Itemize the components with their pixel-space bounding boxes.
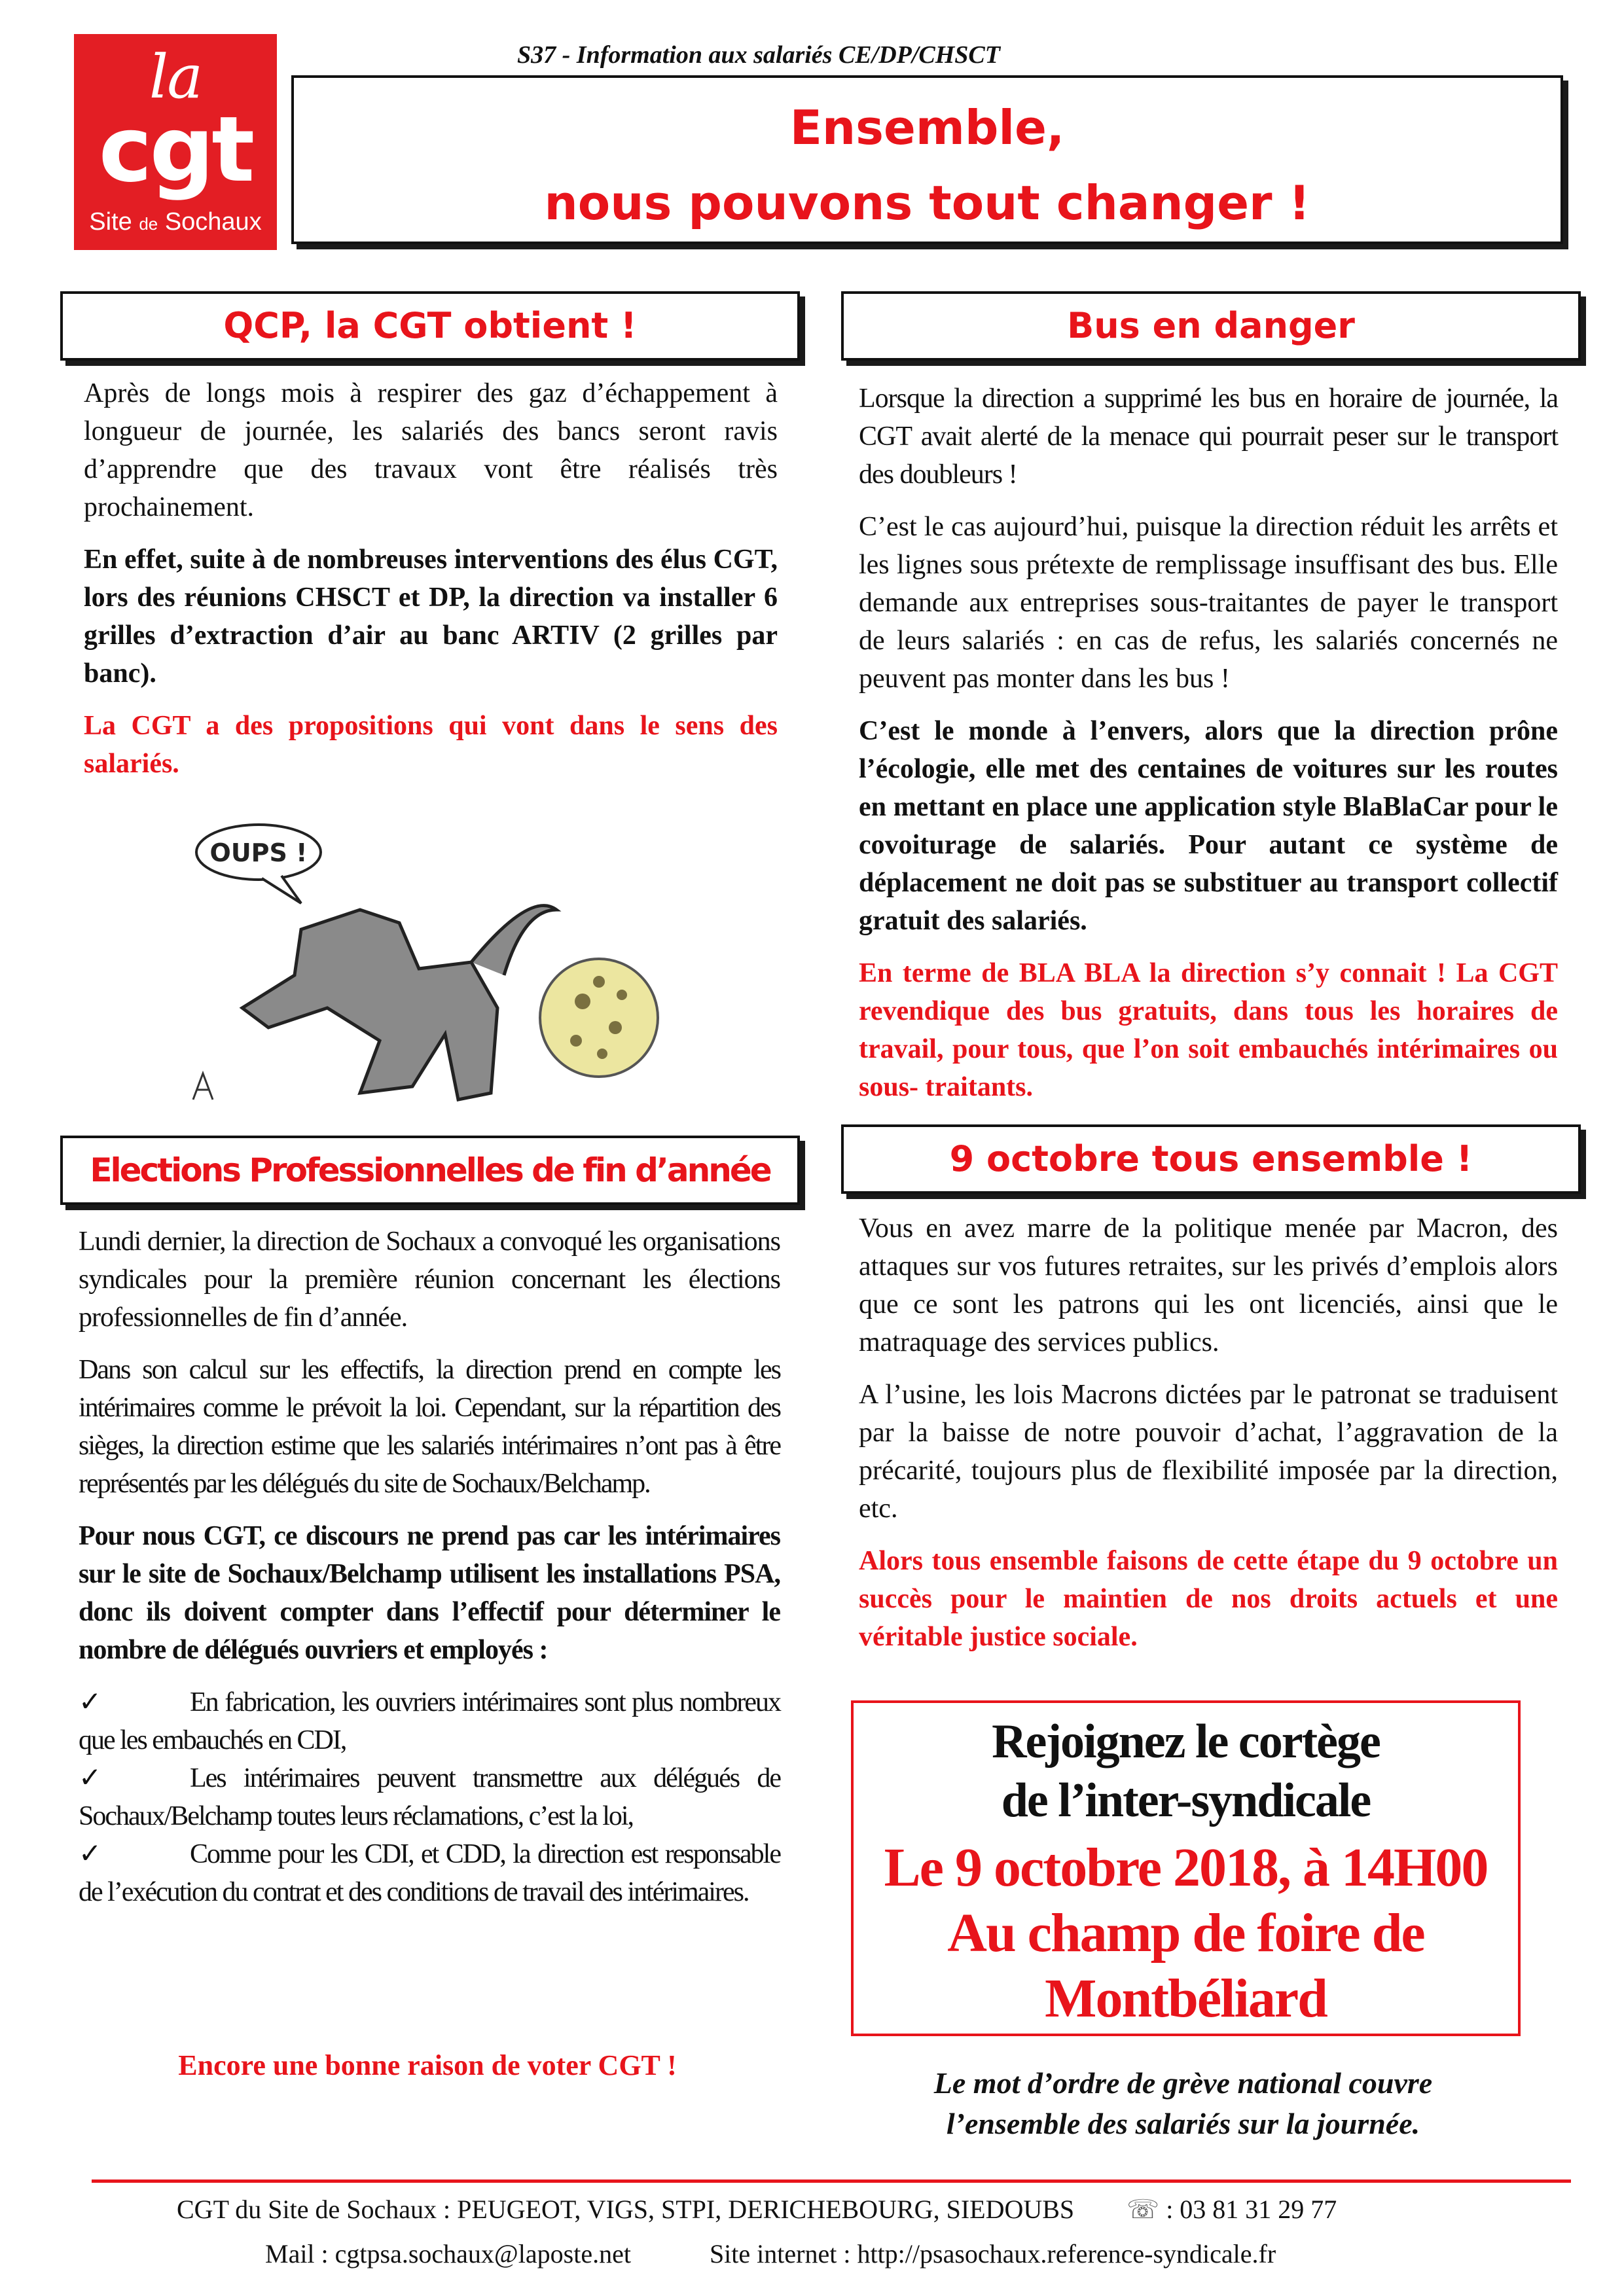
elections-p2: Dans son calcul sur les effectifs, la direction prend en compte les intérimaires comme le prévoit la loi. Cependant, sur la répartition des sièges, la direction estime que les salariés intérimaires n’ont pas à être représentés par les délégués du site de Sochaux/Belchamp. xyxy=(79,1355,780,1499)
logo-site: Site de Sochaux xyxy=(89,208,262,236)
qcp-title-box xyxy=(60,291,800,361)
mot-line2: l’ensemble des salariés sur la journée. xyxy=(946,2107,1420,2140)
footer-divider xyxy=(92,2179,1571,2183)
check-icon: ✓ xyxy=(79,1687,101,1717)
rejoin-line2: de l’inter-syndicale xyxy=(1001,1774,1371,1827)
octobre-p2: A l’usine, les lois Macrons dictées par le patronat se traduisent par la baisse de notre pouvoir d’achat, l’aggravation de la précarité, toujours plus de flexibilité imposée par la direction, etc. xyxy=(859,1380,1558,1524)
elections-title: Elections Professionnelles de fin d’année xyxy=(90,1151,770,1189)
octobre-body xyxy=(859,1210,1558,1670)
phone-icon: ☏ xyxy=(1127,2195,1160,2225)
footer-site[interactable]: http://psasochaux.reference-syndicale.fr xyxy=(857,2239,1276,2269)
bullet-item: ✓ Les intérimaires peuvent transmettre aux délégués de Sochaux/Belchamp toutes leurs réclamations, c’est la loi, xyxy=(79,1759,780,1835)
bullet-item: ✓ En fabrication, les ouvriers intérimaires sont plus nombreux que les embauchés en CDI, xyxy=(79,1683,780,1759)
bus-title: Bus en danger xyxy=(1067,305,1355,346)
footer-mail-label: Mail : xyxy=(265,2239,335,2269)
elections-p1: Lundi dernier, la direction de Sochaux a convoqué les organisations syndicales pour la première réunion concernant les élections professionnelles de fin d’année. xyxy=(79,1227,780,1333)
lion-cartoon-icon xyxy=(164,812,713,1139)
bus-body xyxy=(859,380,1558,1121)
logo-cgt: cgt xyxy=(98,97,253,202)
rejoin-line1: Rejoignez le cortège xyxy=(992,1715,1380,1768)
elections-closing: Encore une bonne raison de voter CGT ! xyxy=(178,2049,677,2081)
octobre-title: 9 octobre tous ensemble ! xyxy=(949,1138,1473,1179)
bus-title-box xyxy=(841,291,1581,361)
footer-org: CGT du Site de Sochaux : PEUGEOT, VIGS, STPI, DERICHEBOURG, SIEDOUBS xyxy=(177,2195,1075,2224)
octobre-p1: Vous en avez marre de la politique menée par Macron, des attaques sur vos futures retraites, sur les privés d’emplois alors que ce sont les patrons qui les ont licenciés, ainsi que le matraquage des services publics. xyxy=(859,1213,1558,1357)
bus-p1: Lorsque la direction a supprimé les bus en horaire de journée, la CGT avait alerté de la menace qui pourrait peser sur le transport des doubleurs ! xyxy=(859,384,1558,490)
octobre-p3: Alors tous ensemble faisons de cette étape du 9 octobre un succès pour le maintien de nos droits actuels et une véritable justice sociale. xyxy=(859,1546,1558,1652)
footer-site-label: Site internet : xyxy=(709,2239,857,2269)
qcp-p3: La CGT a des propositions qui vont dans le sens des salariés. xyxy=(84,711,778,779)
qcp-title: QCP, la CGT obtient ! xyxy=(223,305,637,346)
header-tag: S37 - Information aux salariés CE/DP/CHSCT xyxy=(517,41,1000,69)
main-title-box xyxy=(291,75,1563,244)
logo-la: la xyxy=(149,42,202,112)
elections-bullets xyxy=(79,1683,780,1911)
footer-line1 xyxy=(177,2194,1337,2225)
elections-p3: Pour nous CGT, ce discours ne prend pas car les intérimaires sur le site de Sochaux/Belchamp utilisent les installations PSA, donc ils doivent compter dans l’effectif pour déterminer le nombre de délégués ouvriers et employés : xyxy=(79,1521,780,1665)
cgt-logo xyxy=(74,34,277,250)
check-icon: ✓ xyxy=(79,1763,101,1793)
main-title-line1: Ensemble, xyxy=(789,100,1065,155)
elections-title-box xyxy=(60,1136,800,1205)
rejoin-line3: Le 9 octobre 2018, à 14H00 xyxy=(884,1837,1488,1898)
qcp-p2: En effet, suite à de nombreuses interventions des élus CGT, lors des réunions CHSCT et DP, la direction va installer 6 grilles d’extraction d’air au banc ARTIV (2 grilles par banc). xyxy=(84,545,778,689)
mot-line1: Le mot d’ordre de grève national couvre xyxy=(933,2066,1433,2100)
qcp-p1: Après de longs mois à respirer des gaz d’échappement à longueur de journée, les salariés des bancs seront ravis d’apprendre que des travaux vont être réalisés très prochainement. xyxy=(84,378,778,522)
qcp-body xyxy=(84,374,778,797)
cartoon-bubble: OUPS ! xyxy=(209,838,308,867)
rejoin-line4: Au champ de foire de xyxy=(947,1903,1424,1964)
bullet-item: ✓ Comme pour les CDI, et CDD, la direction est responsable de l’exécution du contrat et des conditions de travail des intérimaires. xyxy=(79,1835,780,1911)
footer-line2 xyxy=(265,2238,1276,2269)
bus-p3: C’est le monde à l’envers, alors que la direction prône l’écologie, elle met des centaines de voitures sur les routes en mettant en place une application style BlaBlaCar pour le covoiturage de salariés. Pour autant ce système de déplacement ne doit pas se substituer au transport collectif gratuit des salariés. xyxy=(859,716,1558,936)
rejoin-box xyxy=(851,1700,1521,2036)
rejoin-line5: Montbéliard xyxy=(1045,1968,1327,2029)
main-title-line2: nous pouvons tout changer ! xyxy=(544,175,1310,230)
bus-p2: C’est le cas aujourd’hui, puisque la direction réduit les arrêts et les lignes sous prétexte de remplissage insuffisant des bus. Elle demande aux entreprises sous-traitantes de payer le transport de leurs salariés : en cas de refus, les salariés concernés ne peuvent pas monter dans les bus ! xyxy=(859,512,1558,694)
bus-p4: En terme de BLA BLA la direction s’y connait ! La CGT revendique des bus gratuits, dans tous les horaires de travail, pour tous, que l’on soit embauchés intérimaires ou sous- traitants. xyxy=(859,958,1558,1102)
check-icon: ✓ xyxy=(79,1839,101,1869)
elections-body xyxy=(79,1223,780,1911)
footer-mail[interactable]: cgtpsa.sochaux@laposte.net xyxy=(334,2239,631,2269)
mot-ordre xyxy=(851,2063,1515,2144)
footer-phone: : 03 81 31 29 77 xyxy=(1159,2195,1337,2224)
octobre-title-box xyxy=(841,1124,1581,1194)
